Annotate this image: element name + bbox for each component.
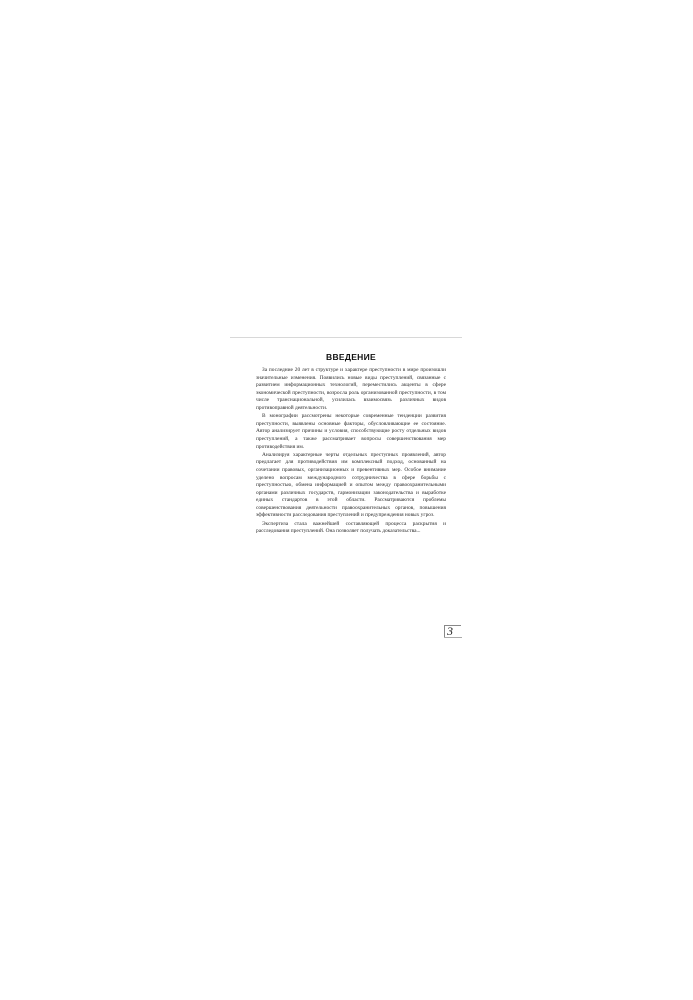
paragraph-3: Анализируя характерные черты отдельных преступных проявлений, автор предлагает для противодействия им комплексный подход, основанный на сочетании правовых, организационных и превентивных мер. Особое внимание уделено вопросам международного сотрудничества в сфере борьбы с преступностью, обмена информацией и опытом между правоохранительными органами различных государств, гармонизации законодательства и выработке единых стандартов в этой области. Рассматриваются проблемы совершенствования деятельности правоохранительных органов, повышения эффективности расследования преступлений и предупреждения новых угроз. [256, 451, 446, 519]
top-rule [230, 337, 462, 338]
chapter-heading: ВВЕДЕНИЕ [326, 352, 376, 362]
paragraph-4: Экспертиза стала важнейшей составляющей процесса раскрытия и расследования преступлений. Она позволяет получать доказательства... [256, 520, 446, 535]
body-text [256, 367, 446, 536]
paragraph-1: За последние 20 лет в структуре и характере преступности в мире произошли значительные изменения. Появились новые виды преступлений, связанные с развитием информационных технологий, переместились акценты в сфере экономической преступности, возросла роль организованной преступности, в том числе транснациональной, усилилась взаимосвязь различных видов противоправной деятельности. [256, 367, 446, 411]
paragraph-2: В монографии рассмотрены некоторые современные тенденции развития преступности, выявлены основные факторы, обусловливающие ее состояние. Автор анализирует причины и условия, способствующие росту отдельных видов преступлений, а также рассматривает вопросы совершенствования мер противодействия им. [256, 413, 446, 450]
page-number: 3 [447, 624, 453, 638]
